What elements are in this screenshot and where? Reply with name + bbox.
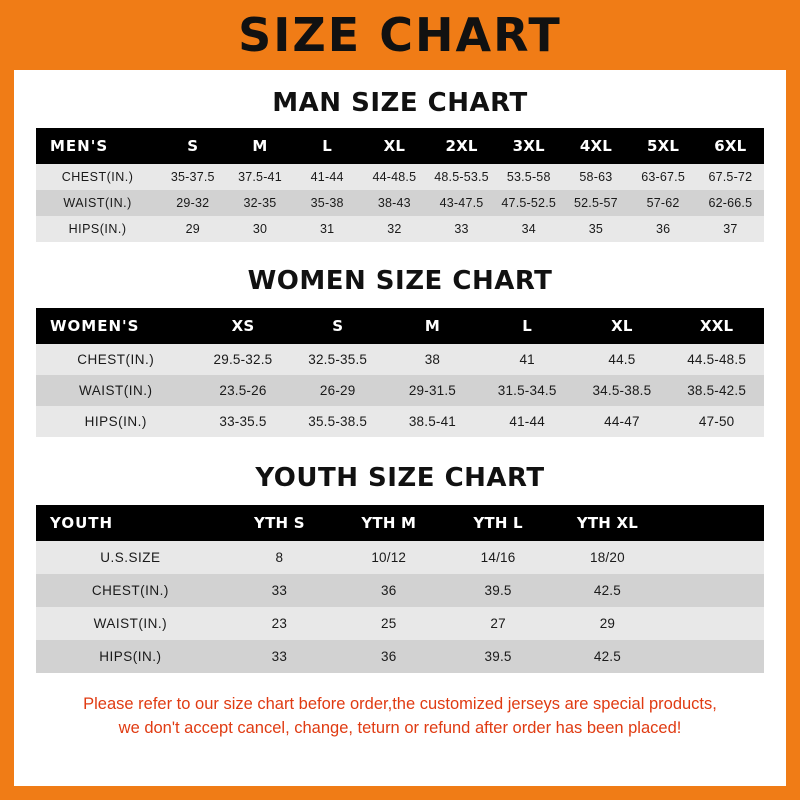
column-header: S (290, 308, 385, 344)
cell: 58-63 (562, 164, 629, 190)
table-row (36, 164, 764, 190)
cell: 37 (697, 216, 764, 242)
cell: 41-44 (480, 406, 575, 437)
cell: 34 (495, 216, 562, 242)
table-header-row (36, 128, 764, 164)
cell: 29-31.5 (385, 375, 480, 406)
page-title: SIZE CHART (238, 8, 562, 62)
row-header: WAIST(IN.) (36, 190, 159, 216)
table-header-row (36, 308, 764, 344)
youth-size-table (36, 505, 764, 673)
cell: 33 (428, 216, 495, 242)
column-header: S (159, 128, 226, 164)
cell: 39.5 (443, 574, 552, 607)
cell: 53.5-58 (495, 164, 562, 190)
cell: 57-62 (630, 190, 697, 216)
row-header: WAIST(IN.) (36, 607, 225, 640)
cell: 52.5-57 (562, 190, 629, 216)
man-table-header (36, 128, 764, 164)
footer-note-line1: Please refer to our size chart before order,the customized jerseys are special products, (83, 695, 717, 713)
man-section-title: MAN SIZE CHART (272, 88, 528, 118)
youth-table-body (36, 541, 764, 673)
cell: 35 (562, 216, 629, 242)
cell-spacer (662, 640, 764, 673)
cell: 37.5-41 (226, 164, 293, 190)
column-header: 3XL (495, 128, 562, 164)
cell: 31.5-34.5 (480, 375, 575, 406)
cell: 44.5 (575, 344, 670, 375)
youth-table-header (36, 505, 764, 541)
column-header: YTH L (443, 505, 552, 541)
column-header: L (480, 308, 575, 344)
cell: 33 (225, 640, 334, 673)
cell: 48.5-53.5 (428, 164, 495, 190)
cell: 36 (630, 216, 697, 242)
cell: 39.5 (443, 640, 552, 673)
cell: 29 (553, 607, 662, 640)
row-header: CHEST(IN.) (36, 344, 196, 375)
cell: 62-66.5 (697, 190, 764, 216)
table-row (36, 190, 764, 216)
cell: 36 (334, 574, 443, 607)
cell: 43-47.5 (428, 190, 495, 216)
cell: 42.5 (553, 574, 662, 607)
cell: 41 (480, 344, 575, 375)
cell: 32 (361, 216, 428, 242)
cell: 18/20 (553, 541, 662, 574)
row-header: U.S.SIZE (36, 541, 225, 574)
cell: 38.5-42.5 (669, 375, 764, 406)
column-header: WOMEN'S (36, 308, 196, 344)
table-row (36, 344, 764, 375)
cell: 42.5 (553, 640, 662, 673)
cell: 29 (159, 216, 226, 242)
cell: 23.5-26 (196, 375, 291, 406)
column-header: YOUTH (36, 505, 225, 541)
table-row (36, 406, 764, 437)
row-header: CHEST(IN.) (36, 574, 225, 607)
cell: 32-35 (226, 190, 293, 216)
column-header: 2XL (428, 128, 495, 164)
cell: 38-43 (361, 190, 428, 216)
cell: 33 (225, 574, 334, 607)
cell-spacer (662, 541, 764, 574)
cell-spacer (662, 574, 764, 607)
cell: 14/16 (443, 541, 552, 574)
bottom-accent-bar (0, 786, 800, 800)
cell: 47-50 (669, 406, 764, 437)
column-header: XS (196, 308, 291, 344)
column-header: YTH XL (553, 505, 662, 541)
column-header: 4XL (562, 128, 629, 164)
column-header: 5XL (630, 128, 697, 164)
cell: 32.5-35.5 (290, 344, 385, 375)
column-header: XL (575, 308, 670, 344)
column-header: XXL (669, 308, 764, 344)
cell: 35-38 (294, 190, 361, 216)
cell: 38 (385, 344, 480, 375)
cell: 27 (443, 607, 552, 640)
cell: 63-67.5 (630, 164, 697, 190)
cell: 47.5-52.5 (495, 190, 562, 216)
cell: 29-32 (159, 190, 226, 216)
row-header: WAIST(IN.) (36, 375, 196, 406)
banner (0, 0, 800, 70)
cell: 67.5-72 (697, 164, 764, 190)
table-row (36, 216, 764, 242)
cell: 26-29 (290, 375, 385, 406)
table-row (36, 640, 764, 673)
cell: 35.5-38.5 (290, 406, 385, 437)
column-header: XL (361, 128, 428, 164)
content (14, 88, 786, 741)
column-header: M (226, 128, 293, 164)
cell: 29.5-32.5 (196, 344, 291, 375)
youth-section-title: YOUTH SIZE CHART (255, 463, 545, 493)
column-header: L (294, 128, 361, 164)
man-table-body (36, 164, 764, 242)
table-row (36, 375, 764, 406)
women-table-body (36, 344, 764, 437)
cell: 30 (226, 216, 293, 242)
footer-note-line2: we don't accept cancel, change, teturn or refund after order has been placed! (118, 718, 682, 737)
row-header: HIPS(IN.) (36, 216, 159, 242)
row-header: CHEST(IN.) (36, 164, 159, 190)
cell: 44.5-48.5 (669, 344, 764, 375)
cell: 23 (225, 607, 334, 640)
column-header: MEN'S (36, 128, 159, 164)
table-row (36, 574, 764, 607)
cell: 35-37.5 (159, 164, 226, 190)
cell: 41-44 (294, 164, 361, 190)
row-header: HIPS(IN.) (36, 640, 225, 673)
cell-spacer (662, 607, 764, 640)
column-header-spacer (662, 505, 764, 541)
column-header: 6XL (697, 128, 764, 164)
table-row (36, 607, 764, 640)
cell: 38.5-41 (385, 406, 480, 437)
women-table-header (36, 308, 764, 344)
cell: 31 (294, 216, 361, 242)
cell: 10/12 (334, 541, 443, 574)
cell: 8 (225, 541, 334, 574)
cell: 34.5-38.5 (575, 375, 670, 406)
footer-note (36, 693, 764, 741)
column-header: YTH M (334, 505, 443, 541)
cell: 44-47 (575, 406, 670, 437)
women-section-title: WOMEN SIZE CHART (247, 266, 553, 296)
man-size-table (36, 128, 764, 242)
column-header: M (385, 308, 480, 344)
row-header: HIPS(IN.) (36, 406, 196, 437)
cell: 44-48.5 (361, 164, 428, 190)
table-header-row (36, 505, 764, 541)
cell: 33-35.5 (196, 406, 291, 437)
table-row (36, 541, 764, 574)
women-size-table (36, 308, 764, 437)
column-header: YTH S (225, 505, 334, 541)
cell: 36 (334, 640, 443, 673)
cell: 25 (334, 607, 443, 640)
